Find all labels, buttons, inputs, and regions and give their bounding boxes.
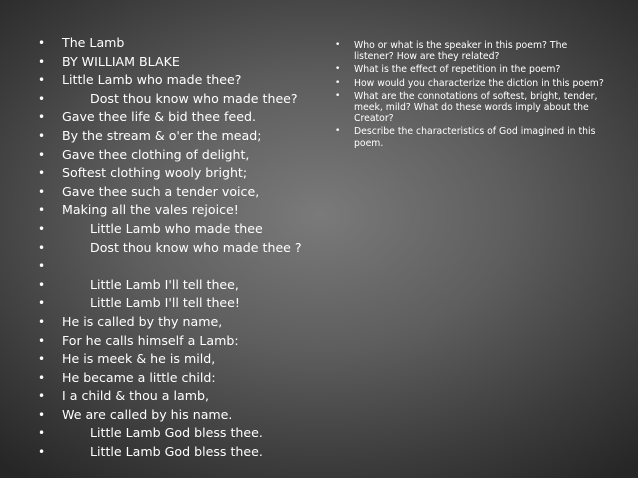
bullet-icon: • [335, 126, 341, 137]
bullet-icon: • [38, 73, 46, 88]
bullet-icon: • [335, 77, 341, 88]
bullet-icon: • [38, 91, 46, 106]
poem-line [38, 387, 320, 406]
poem-line [38, 201, 320, 220]
poem-list [38, 34, 320, 462]
poem-line [38, 146, 320, 165]
poem-line-text: I a child & thou a lamb, [62, 388, 209, 404]
poem-line-text: He is meek & he is mild, [62, 351, 216, 367]
bullet-icon: • [38, 147, 46, 162]
question-text: Describe the characteristics of God imagined in this poem. [354, 126, 596, 149]
poem-line-text: Little Lamb God bless thee. [90, 444, 263, 460]
poem-line [38, 220, 320, 239]
question-item [335, 78, 605, 89]
poem-line [38, 34, 320, 53]
bullet-icon: • [38, 184, 46, 199]
question-text: How would you characterize the diction in this poem? [354, 77, 604, 89]
bullet-icon: • [38, 221, 46, 236]
question-item [335, 40, 605, 62]
question-text: Who or what is the speaker in this poem? The listener? How are they related? [354, 40, 568, 63]
bullet-icon: • [38, 277, 46, 292]
poem-line [38, 127, 320, 146]
question-item [335, 126, 605, 148]
poem-line [38, 313, 320, 332]
bullet-icon: • [38, 445, 46, 460]
bullet-icon: • [38, 333, 46, 348]
poem-line [38, 239, 320, 258]
poem-line [38, 443, 320, 462]
bullet-icon: • [38, 259, 46, 274]
poem-line [38, 164, 320, 183]
bullet-icon: • [335, 40, 341, 50]
poem-line [38, 276, 320, 295]
question-list [335, 40, 605, 149]
bullet-icon: • [38, 296, 46, 311]
poem-line-text: We are called by his name. [62, 406, 233, 422]
poem-line-text: BY WILLIAM BLAKE [62, 53, 180, 69]
poem-line-text: By the stream & o'er the mead; [62, 127, 262, 143]
bullet-icon: • [38, 370, 46, 385]
poem-line-text: Dost thou know who made thee ? [90, 239, 302, 255]
poem-line-text: Gave thee such a tender voice, [62, 183, 260, 199]
questions-column [335, 40, 605, 151]
bullet-icon: • [38, 203, 46, 218]
bullet-icon: • [38, 36, 46, 50]
poem-line-text: Gave thee life & bid thee feed. [62, 109, 256, 125]
poem-column [38, 34, 320, 462]
poem-line [38, 183, 320, 202]
poem-line [38, 406, 320, 425]
poem-line-text: Gave thee clothing of delight, [62, 146, 250, 162]
poem-line [38, 294, 320, 313]
question-text: What is the effect of repetition in the poem? [354, 64, 561, 76]
question-text: What are the connotations of softest, bright, tender, meek, mild? What do these words imply about the Creator? [354, 90, 598, 125]
poem-line-text: He is called by thy name, [62, 313, 223, 329]
poem-line-text: Little Lamb who made thee? [62, 72, 242, 88]
poem-line-text: He became a little child: [62, 369, 216, 385]
poem-line-text: Making all the vales rejoice! [62, 202, 239, 218]
poem-line-text: For he calls himself a Lamb: [62, 332, 239, 348]
poem-line-text: Little Lamb who made thee [90, 220, 263, 236]
poem-line-text: Little Lamb I'll tell thee, [90, 276, 239, 292]
poem-blank-line [38, 257, 320, 276]
poem-line [38, 90, 320, 109]
bullet-icon: • [335, 64, 341, 75]
bullet-icon: • [38, 389, 46, 404]
poem-line-text: Dost thou know who made thee? [90, 90, 298, 106]
bullet-icon: • [38, 128, 46, 143]
poem-line-text: The Lamb [62, 35, 125, 50]
question-item [335, 91, 605, 125]
question-item [335, 64, 605, 75]
bullet-icon: • [335, 90, 341, 101]
poem-line [38, 350, 320, 369]
poem-line [38, 71, 320, 90]
bullet-icon: • [38, 110, 46, 125]
poem-line-text: Softest clothing wooly bright; [62, 165, 248, 181]
bullet-icon: • [38, 426, 46, 441]
bullet-icon: • [38, 240, 46, 255]
poem-line [38, 53, 320, 72]
poem-line [38, 332, 320, 351]
poem-line-text: Little Lamb I'll tell thee! [90, 295, 240, 311]
bullet-icon: • [38, 314, 46, 329]
poem-line [38, 369, 320, 388]
bullet-icon: • [38, 54, 46, 69]
bullet-icon: • [38, 166, 46, 181]
bullet-icon: • [38, 352, 46, 367]
poem-line-text: Little Lamb God bless thee. [90, 425, 263, 441]
poem-line [38, 108, 320, 127]
poem-line [38, 424, 320, 443]
bullet-icon: • [38, 407, 46, 422]
